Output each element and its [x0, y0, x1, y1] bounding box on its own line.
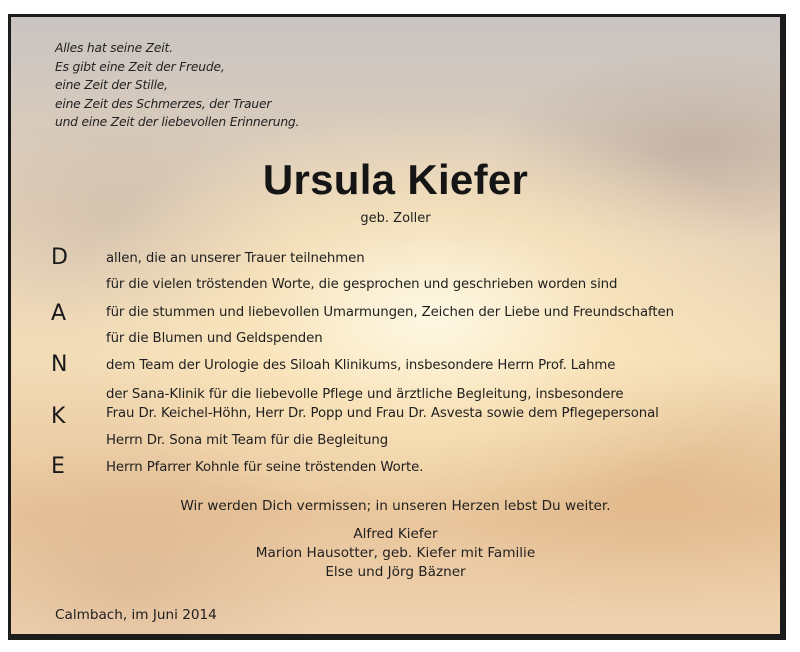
- thanks-line: Herrn Dr. Sona mit Team für die Begleitung: [106, 433, 389, 448]
- danke-letter-a: A: [51, 301, 67, 326]
- danke-letter-e: E: [51, 454, 65, 479]
- thanks-line: Herrn Pfarrer Kohnle für seine tröstenden Worte.: [106, 460, 424, 475]
- deceased-name: Ursula Kiefer: [262, 156, 529, 203]
- opening-quote: [55, 39, 299, 132]
- quote-line: und eine Zeit der liebevollen Erinnerung.: [55, 115, 300, 129]
- thanks-line: allen, die an unserer Trauer teilnehmen: [106, 251, 365, 266]
- closing-line: Wir werden Dich vermissen; in unseren Herzen lebst Du weiter.: [180, 498, 611, 514]
- place-date: Calmbach, im Juni 2014: [55, 607, 217, 623]
- signers: [11, 525, 780, 582]
- obituary-card: [8, 14, 786, 640]
- quote-line: eine Zeit der Stille,: [55, 78, 168, 92]
- thanks-line: für die stummen und liebevollen Umarmungen, Zeichen der Liebe und Freundschaften: [106, 305, 674, 320]
- danke-letter-k: K: [51, 404, 66, 429]
- quote-line: Alles hat seine Zeit.: [55, 41, 173, 55]
- thanks-line: dem Team der Urologie des Siloah Klinikums, insbesondere Herrn Prof. Lahme: [106, 358, 616, 373]
- thanks-line: für die Blumen und Geldspenden: [106, 331, 323, 346]
- danke-letter-n: N: [51, 352, 68, 377]
- birth-name: geb. Zoller: [360, 211, 431, 226]
- quote-line: Es gibt eine Zeit der Freude,: [55, 59, 225, 74]
- thanks-line: für die vielen tröstenden Worte, die gesprochen und geschrieben worden sind: [106, 277, 618, 292]
- signer: Marion Hausotter, geb. Kiefer mit Familie: [255, 545, 536, 561]
- signer: Else und Jörg Bäzner: [325, 564, 466, 580]
- thanks-line: Frau Dr. Keichel-Höhn, Herr Dr. Popp und Frau Dr. Asvesta sowie dem Pflegepersonal: [106, 406, 659, 421]
- thanks-line: der Sana-Klinik für die liebevolle Pflege und ärztliche Begleitung, insbesondere: [106, 387, 624, 402]
- quote-line: eine Zeit des Schmerzes, der Trauer: [55, 96, 272, 111]
- danke-letter-d: D: [51, 245, 68, 270]
- signer: Alfred Kiefer: [353, 526, 438, 542]
